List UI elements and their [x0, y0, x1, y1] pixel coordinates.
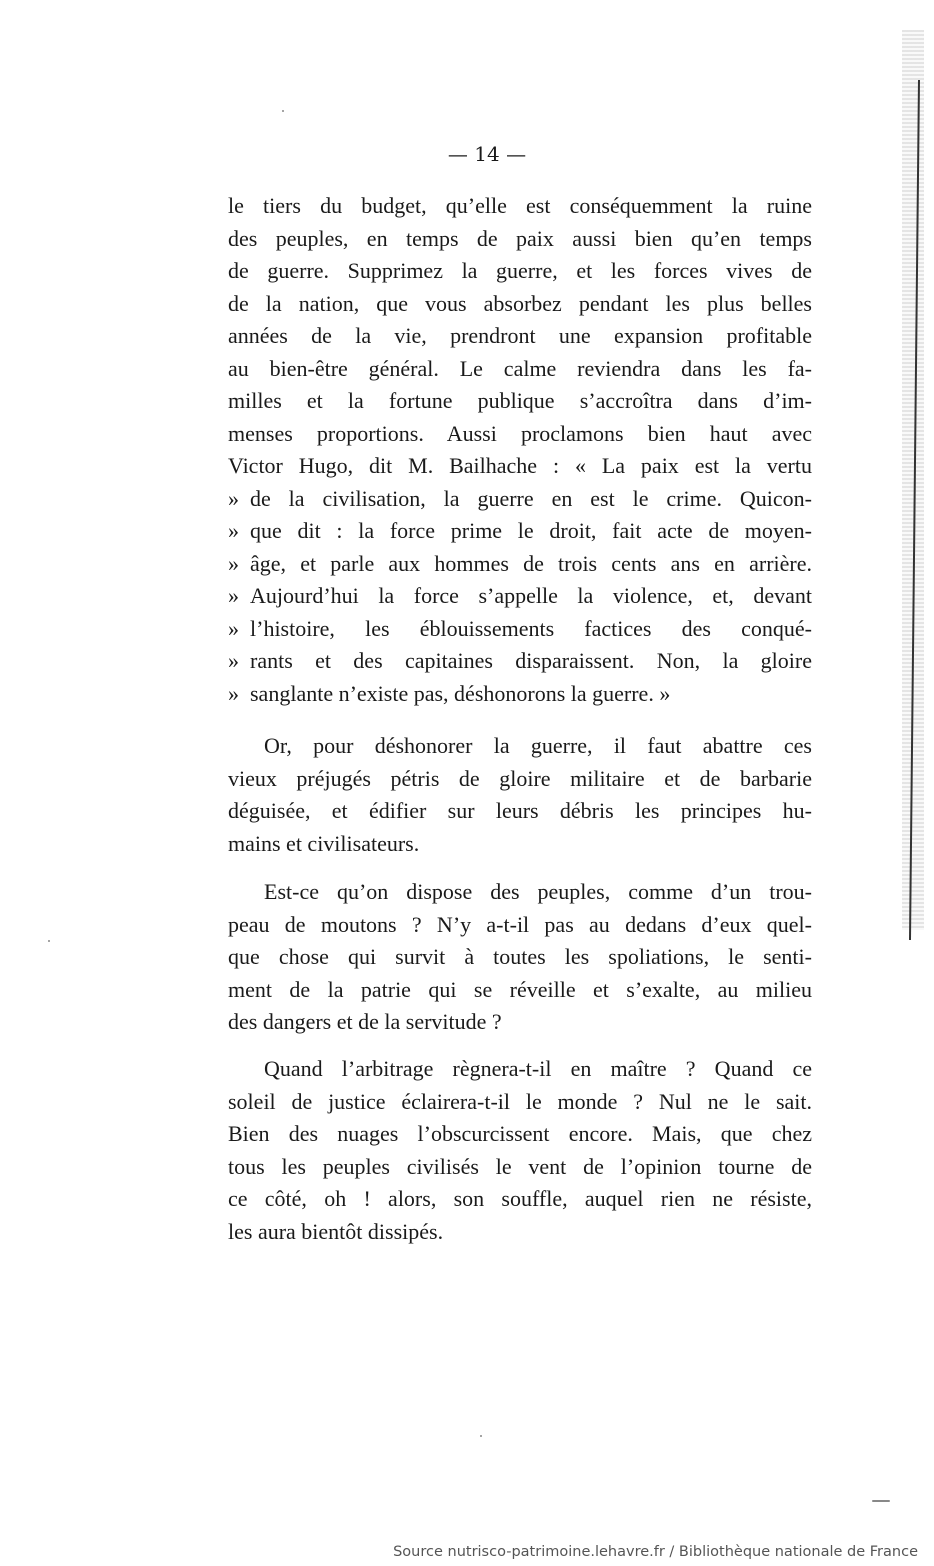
text-line: l’histoire, les éblouissements factices des conqué- — [250, 615, 812, 641]
paragraph-2 — [228, 730, 812, 860]
text-line: peau de moutons ? N’y a-t-il pas au dedans d’eux quel- — [228, 911, 812, 937]
quote-line — [228, 515, 812, 548]
text-line: mains et civilisateurs. — [228, 830, 420, 856]
quote-line — [228, 483, 812, 516]
quote-mark: » — [228, 583, 239, 608]
text-line: au bien-être général. Le calme reviendra dans les fa- — [228, 355, 812, 381]
source-footer: Source nutrisco-patrimoine.lehavre.fr / Bibliothèque nationale de France — [393, 1544, 918, 1560]
quote-line — [228, 678, 812, 711]
paragraph-1 — [228, 190, 812, 710]
quote-mark: » — [228, 615, 239, 641]
scan-speck — [282, 110, 284, 112]
text-line: déguisée, et édifier sur leurs débris les principes hu- — [228, 798, 812, 823]
text-line: Aujourd’hui la force s’appelle la violence, et, devant — [250, 583, 812, 608]
quote-mark: » — [228, 550, 239, 576]
text-line: des peuples, en temps de paix aussi bien qu’en temps — [228, 225, 812, 251]
text-line: de la nation, que vous absorbez pendant les plus belles — [228, 290, 812, 316]
text-line: de la civilisation, la guerre en est le crime. Quicon- — [250, 485, 812, 511]
text-line: Victor Hugo, dit M. Bailhache : « La paix est la vertu — [228, 453, 812, 478]
text-line: menses proportions. Aussi proclamons bien haut avec — [228, 420, 812, 446]
text-line: Quand l’arbitrage règnera-t-il en maître ? Quand ce — [264, 1056, 812, 1081]
text-line: Est-ce qu’on dispose des peuples, comme d’un trou- — [264, 879, 812, 904]
page-number: — 14 — — [447, 142, 527, 166]
paragraph-3 — [228, 876, 812, 1039]
text-line: ment de la patrie qui se réveille et s’exalte, au milieu — [228, 976, 812, 1002]
quote-line — [228, 645, 812, 678]
text-line: le tiers du budget, qu’elle est conséquemment la ruine — [228, 193, 812, 218]
text-line: que dit : la force prime le droit, fait acte de moyen- — [250, 518, 812, 543]
text-line: Bien des nuages l’obscurcissent encore. Mais, que chez — [228, 1121, 812, 1146]
text-line: âge, et parle aux hommes de trois cents ans en arrière. — [250, 550, 812, 576]
text-line: que chose qui survit à toutes les spoliations, le senti- — [228, 944, 812, 969]
text-line: ce côté, oh ! alors, son souffle, auquel rien ne résiste, — [228, 1186, 812, 1211]
text-line: milles et la fortune publique s’accroîtra dans d’im- — [228, 388, 812, 413]
text-line: vieux préjugés pétris de gloire militaire et de barbarie — [228, 765, 812, 791]
text-line: de guerre. Supprimez la guerre, et les forces vives de — [228, 258, 812, 283]
scan-speck — [872, 1500, 890, 1502]
scan-speck — [480, 1435, 482, 1437]
text-line: les aura bientôt dissipés. — [228, 1218, 444, 1244]
text-line: rants et des capitaines disparaissent. Non, la gloire — [250, 648, 812, 673]
text-line: sanglante n’existe pas, déshonorons la guerre. » — [250, 680, 671, 706]
quote-mark: » — [228, 485, 239, 511]
quote-line — [228, 613, 812, 646]
text-line: soleil de justice éclairera-t-il le monde ? Nul ne le sait. — [228, 1088, 812, 1114]
text-line: Or, pour déshonorer la guerre, il faut abattre ces — [264, 733, 812, 758]
paragraph-4 — [228, 1053, 812, 1248]
quote-mark: » — [228, 680, 239, 706]
quote-line — [228, 580, 812, 613]
text-line: tous les peuples civilisés le vent de l’opinion tourne de — [228, 1153, 812, 1179]
scan-speck — [48, 940, 50, 942]
quote-mark: » — [228, 648, 239, 673]
quote-line — [228, 548, 812, 581]
text-line: années de la vie, prendront une expansion profitable — [228, 323, 812, 348]
quote-mark: » — [228, 518, 239, 543]
text-line: des dangers et de la servitude ? — [228, 1009, 502, 1034]
